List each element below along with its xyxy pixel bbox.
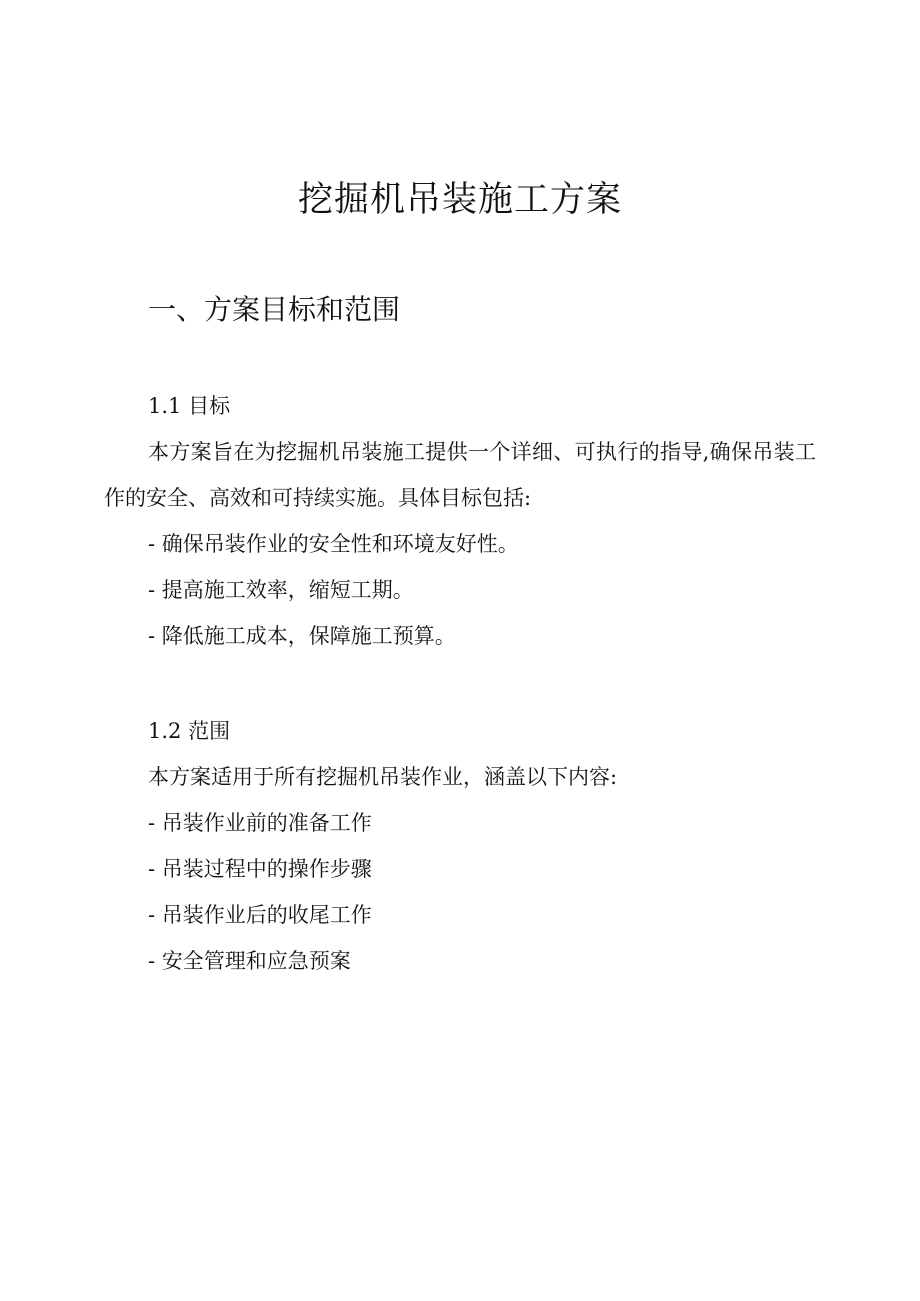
list-item: - 吊装作业前的准备工作: [148, 811, 372, 835]
goal-heading: 1.1 目标: [148, 394, 231, 418]
list-item: - 降低施工成本，保障施工预算。: [148, 624, 456, 648]
scope-heading: 1.2 范围: [148, 719, 231, 743]
scope-paragraph: 本方案适用于所有挖掘机吊装作业，涵盖以下内容:: [148, 765, 618, 789]
list-item: - 安全管理和应急预案: [148, 949, 351, 973]
goal-section: [104, 383, 816, 659]
document-title: 挖掘机吊装施工方案: [297, 180, 622, 220]
list-item: - 提高施工效率，缩短工期。: [148, 578, 414, 602]
scope-section: [104, 708, 816, 984]
list-item: - 吊装过程中的操作步骤: [148, 857, 372, 881]
goal-paragraph: 本方案旨在为挖掘机吊装施工提供一个详细、可执行的指导,确保吊装工作的安全、高效和可持续实施。具体目标包括:: [104, 440, 816, 510]
goal-list: [104, 521, 816, 659]
scope-list: [104, 800, 816, 984]
list-item: - 吊装作业后的收尾工作: [148, 903, 372, 927]
list-item: - 确保吊装作业的安全性和环境友好性。: [148, 532, 519, 556]
section-heading: 一、方案目标和范围: [148, 293, 401, 326]
